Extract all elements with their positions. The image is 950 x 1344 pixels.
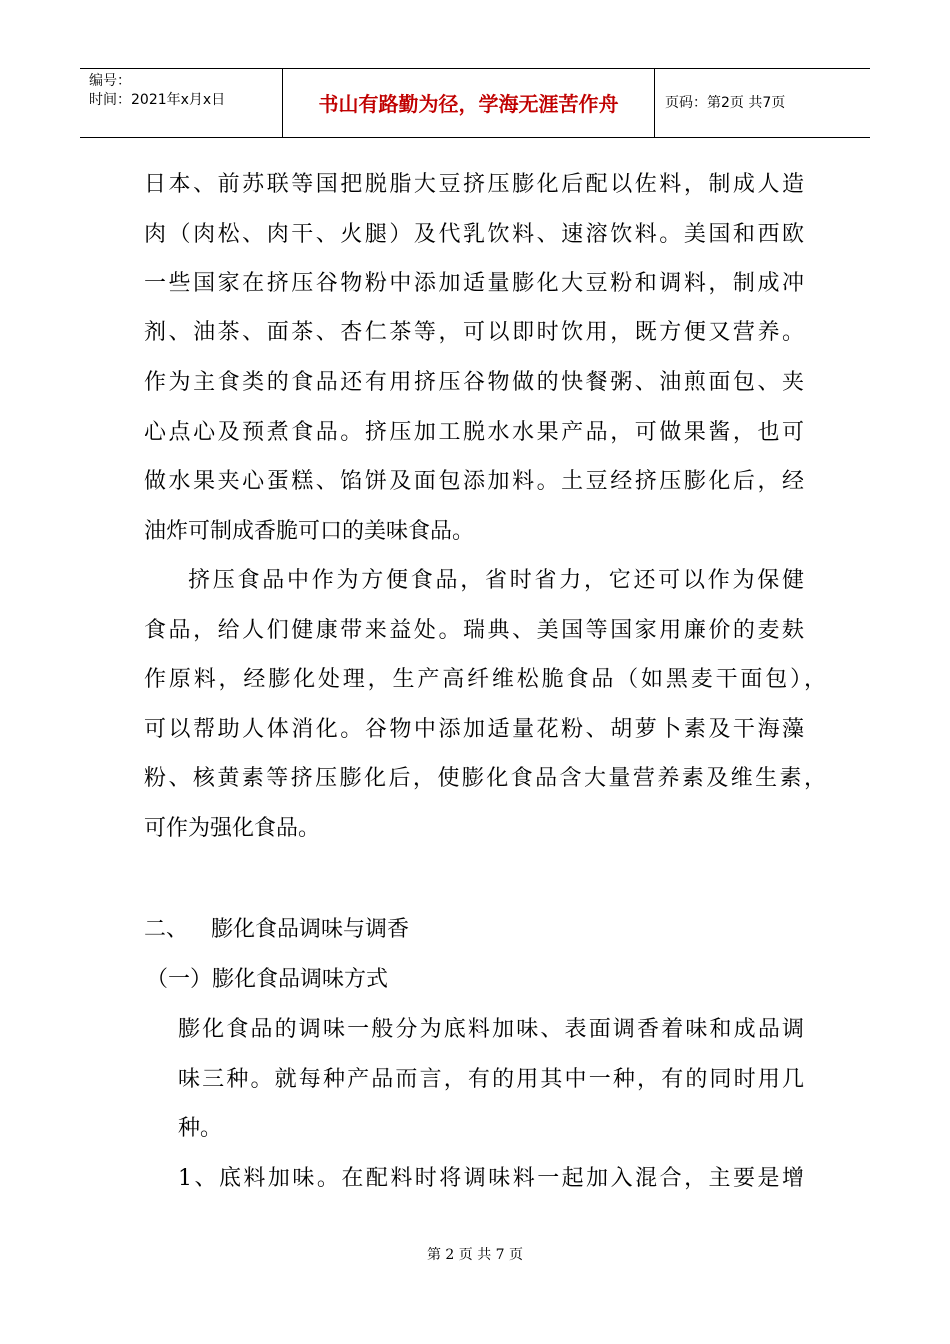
paragraph-line: 做水果夹心蛋糕、馅饼及面包添加料。土豆经挤压膨化后，经 [144,469,804,494]
paragraph-line: 膨化食品的调味一般分为底料加味、表面调香着味和成品调 [178,1017,804,1042]
paragraph-line: 味三种。就每种产品而言，有的用其中一种，有的同时用几 [178,1067,804,1092]
header-divider [654,69,655,137]
paragraph-line: 作为主食类的食品还有用挤压谷物做的快餐粥、油煎面包、夹 [144,370,804,395]
number-label: 编号： [89,73,131,89]
time-label: 时间：2021年x月x日 [89,92,226,108]
paragraph-line: 粉、核黄素等挤压膨化后，使膨化食品含大量营养素及维生素， [144,766,826,791]
paragraph-line: 可作为强化食品。 [144,816,321,841]
header-page-label: 页码：第2页 共7页 [665,95,786,111]
subsection-title: （一）膨化食品调味方式 [146,967,389,992]
paragraph-line: 1、底料加味。在配料时将调味料一起加入混合，主要是增 [178,1166,804,1191]
section-title: 膨化食品调味与调香 [211,917,410,942]
paragraph-line: 油炸可制成香脆可口的美味食品。 [144,519,475,544]
paragraph-line: 肉（肉松、肉干、火腿）及代乳饮料、速溶饮料。美国和西欧 [144,222,804,247]
paragraph-line: 日本、前苏联等国把脱脂大豆挤压膨化后配以佐料，制成人造 [144,172,804,197]
paragraph-line: 剂、油茶、面茶、杏仁茶等，可以即时饮用，既方便又营养。 [144,320,804,345]
paragraph-line: 一些国家在挤压谷物粉中添加适量膨化大豆粉和调料，制成冲 [144,271,804,296]
page-footer: 第 2 页 共 7 页 [426,1247,524,1263]
header-table [80,68,870,138]
paragraph-line: 挤压食品中作为方便食品，省时省力，它还可以作为保健 [188,568,804,593]
header-motto: 书山有路勤为径，学海无涯苦作舟 [318,92,619,116]
paragraph-line: 心点心及预煮食品。挤压加工脱水水果产品，可做果酱，也可 [144,420,804,445]
paragraph-line: 种。 [178,1116,223,1141]
section-number: 二、 [144,917,189,942]
header-meta [89,72,225,110]
paragraph-line: 食品，给人们健康带来益处。瑞典、美国等国家用廉价的麦麸 [144,618,804,643]
paragraph-line: 作原料，经膨化处理，生产高纤维松脆食品（如黑麦干面包）， [144,667,826,692]
paragraph-line: 可以帮助人体消化。谷物中添加适量花粉、胡萝卜素及干海藻 [144,717,804,742]
